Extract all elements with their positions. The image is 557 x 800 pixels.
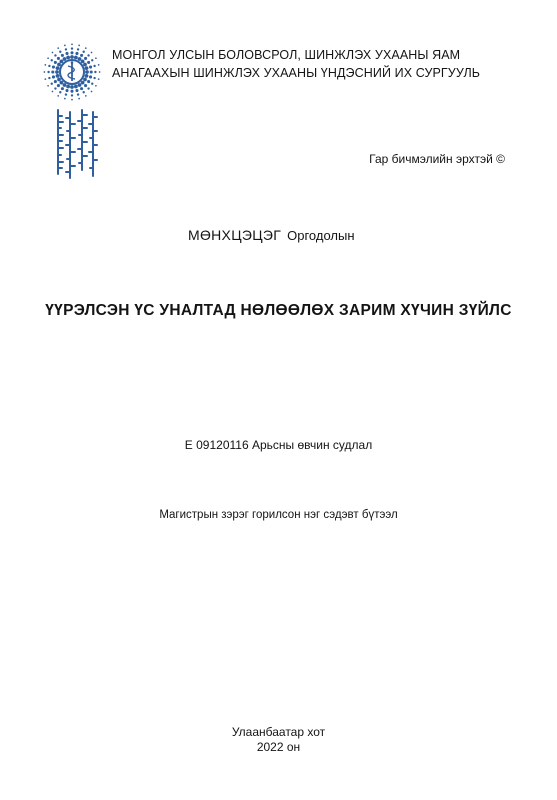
city: Улаанбаатар хот (231, 725, 326, 739)
author-given-name: Оргодолын (287, 228, 355, 243)
author-surname: МӨНХЦЭЦЭГ (188, 227, 282, 243)
specialty-code: Е 09120116 Арьсны өвчин судлал (184, 438, 373, 452)
mongolian-script-logo (50, 108, 100, 180)
university-name: АНАГААХЫН ШИНЖЛЭХ УХААНЫ ҮНДЭСНИЙ ИХ СУРГУУЛЬ (112, 66, 481, 80)
place-and-year (0, 725, 557, 755)
institution-header (112, 46, 480, 82)
year: 2022 он (256, 740, 301, 754)
thesis-title: ҮҮРЭЛСЭН ҮС УНАЛТАД НӨЛӨӨЛӨХ ЗАРИМ ХҮЧИН ЗҮЙЛС (45, 302, 512, 319)
degree-statement: Магистрын зэрэг горилсон нэг сэдэвт бүтээл (159, 509, 398, 521)
copyright-notice: Гар бичмэлийн эрхтэй © (369, 152, 505, 166)
university-emblem-icon (40, 40, 104, 104)
ministry-name: МОНГОЛ УЛСЫН БОЛОВСРОЛ, ШИНЖЛЭХ УХААНЫ ЯАМ (112, 48, 461, 62)
author-name (188, 227, 355, 243)
